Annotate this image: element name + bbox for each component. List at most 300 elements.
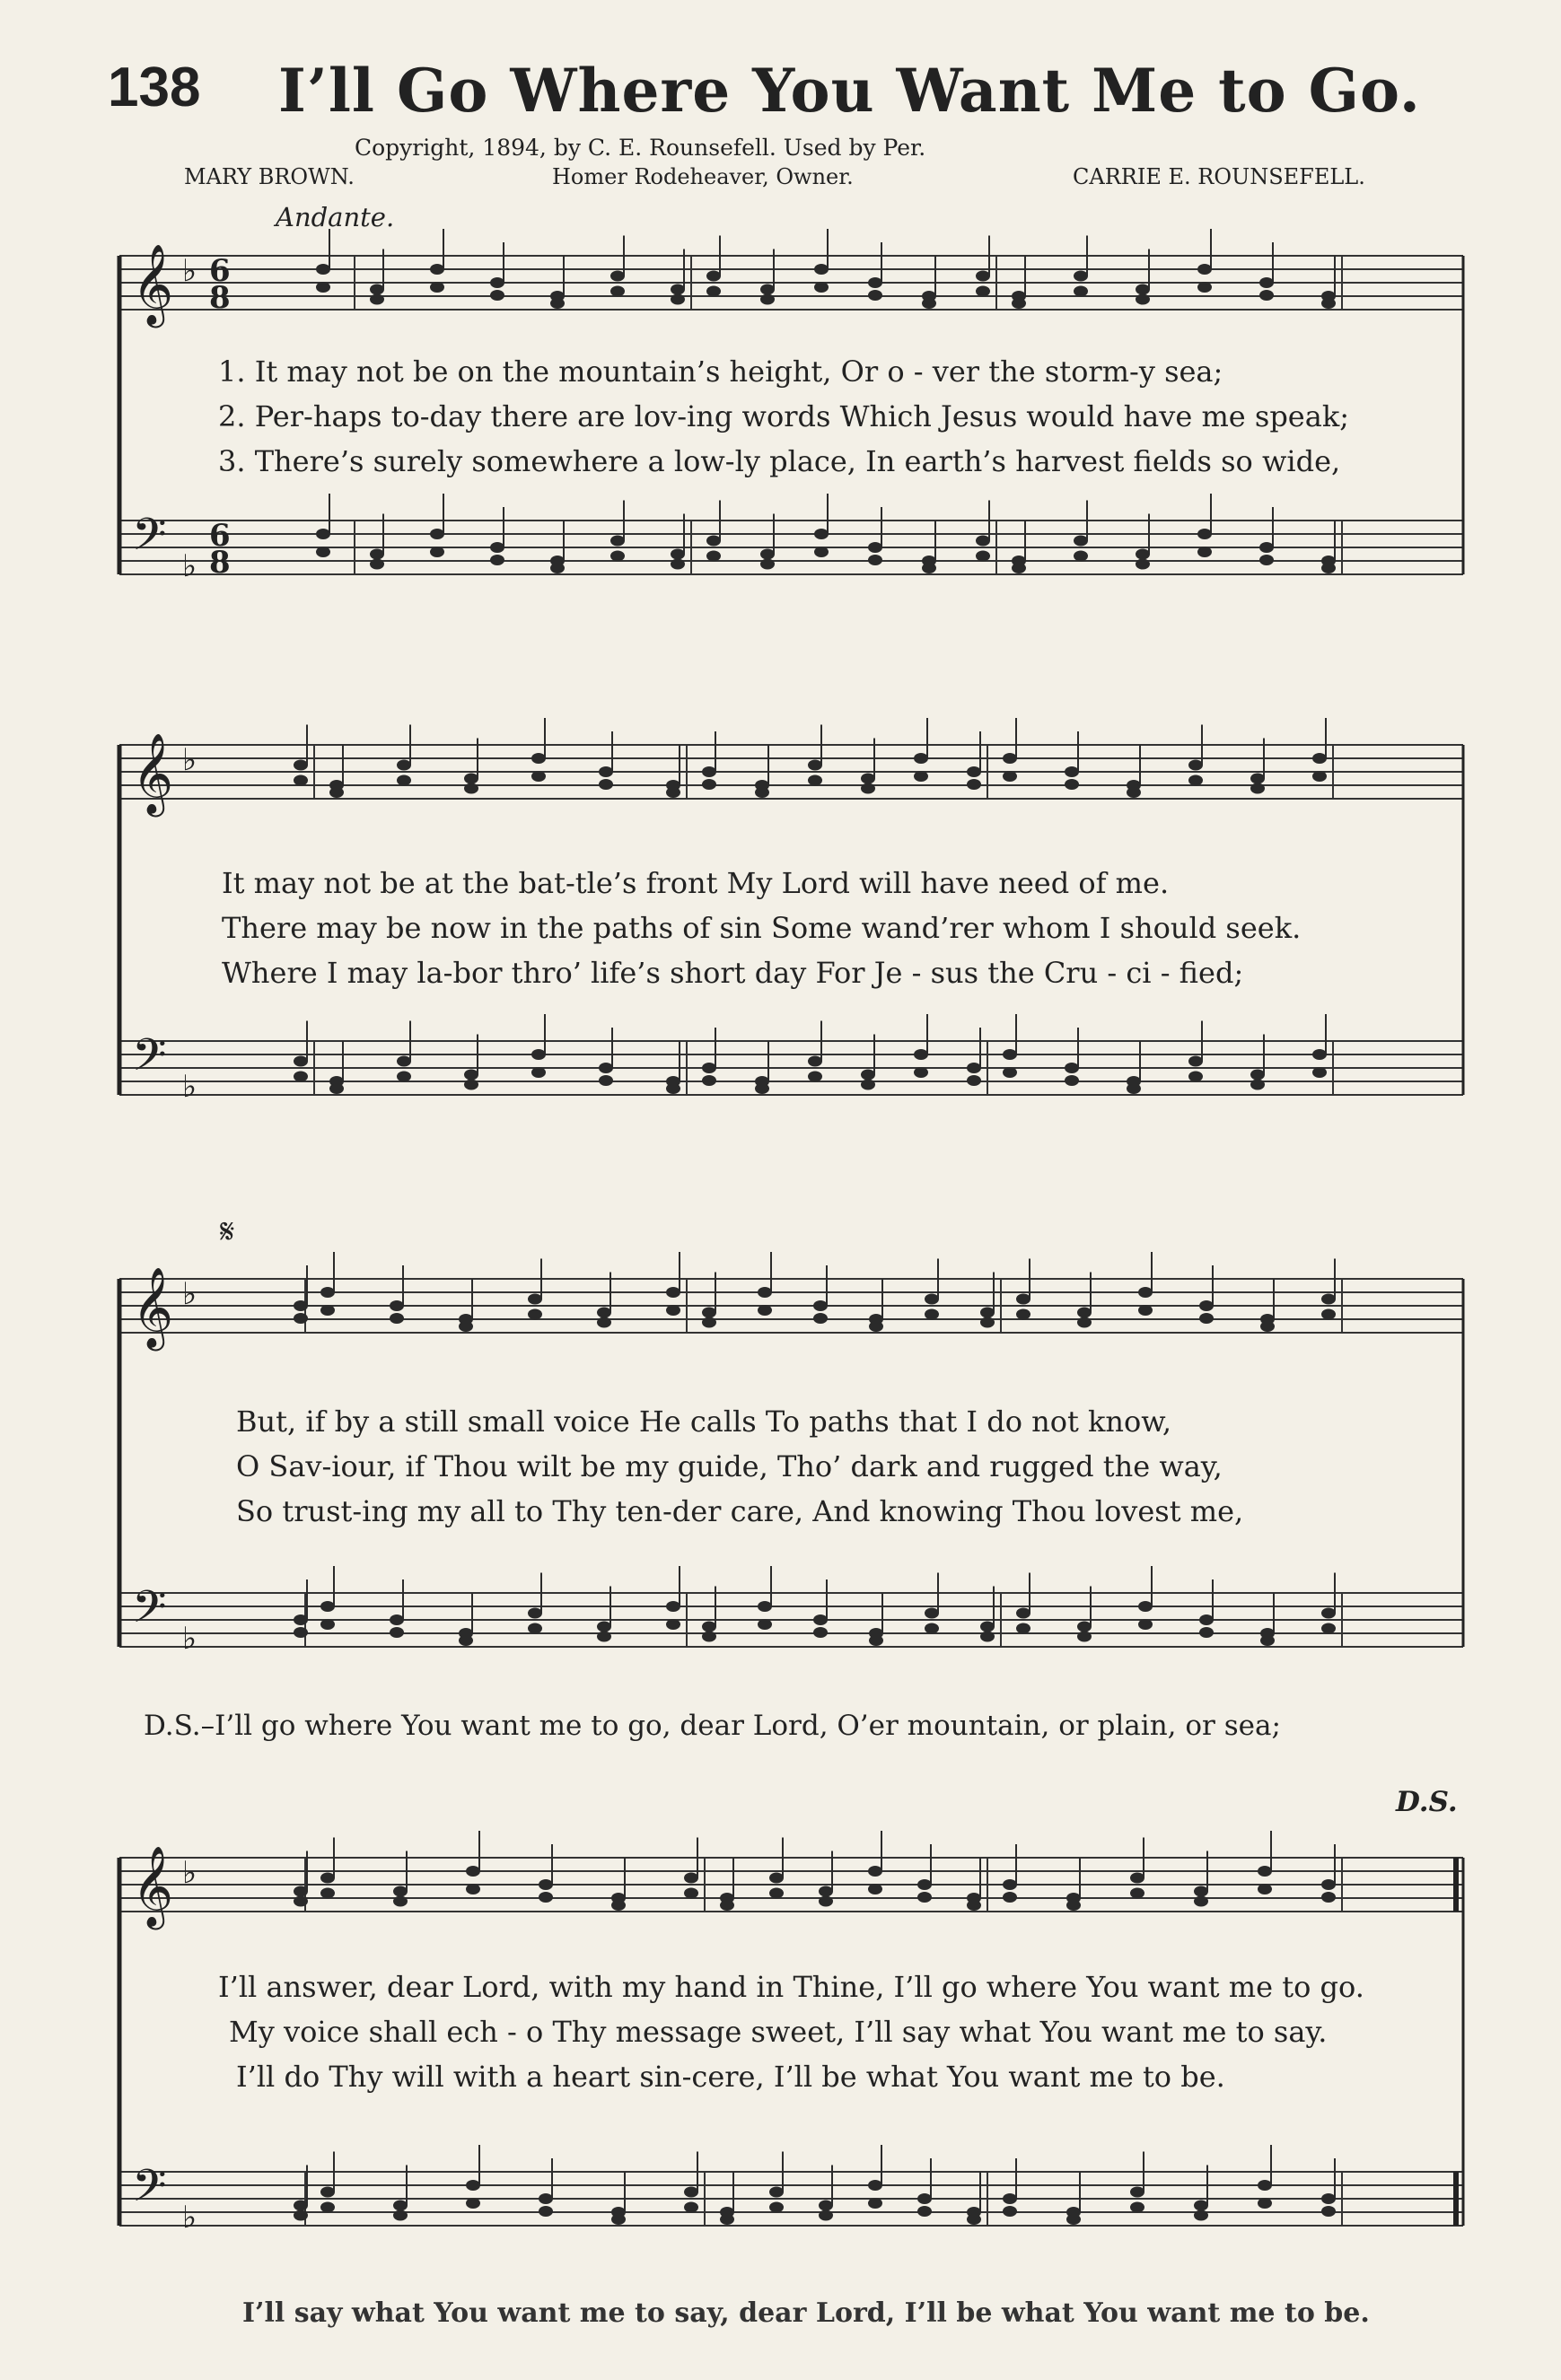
note-head [758,1305,772,1316]
note-head [430,264,444,275]
note-head [1077,1632,1092,1642]
note-head [702,1317,716,1328]
note-head [808,760,822,771]
note-head [1250,783,1265,794]
note-head [490,555,504,565]
note-head [459,1635,473,1646]
note-head [869,1321,883,1332]
note-head [294,1056,308,1067]
note-head [914,1067,928,1078]
note-head [1130,1873,1144,1884]
note-head [1065,1063,1079,1073]
note-head [390,1614,404,1625]
note-head [1250,1080,1265,1090]
note-head [1197,547,1212,557]
note-head [1074,286,1088,297]
note-head [868,2198,882,2209]
lyricist-credit: MARY BROWN. [184,164,355,189]
note-head [393,1886,408,1897]
note-head [1260,1635,1275,1646]
note-head [769,1888,784,1899]
note-head [1321,563,1336,573]
music-system-3 [112,1212,1468,1759]
note-head [390,1313,404,1324]
note-head [329,1083,344,1094]
note-head [684,2187,698,2198]
note-head [1321,2206,1336,2217]
note-head [1194,1896,1208,1907]
note-head [1138,1305,1153,1316]
note-head [1199,1300,1214,1311]
note-head [1321,298,1336,309]
note-head [539,1879,553,1890]
note-head [819,2210,833,2221]
note-head [1321,1623,1336,1634]
time-signature-digit: 6 [209,253,231,289]
note-head [370,284,384,295]
note-head [814,264,829,275]
note-head [610,286,625,297]
note-head [922,563,936,573]
note-head [294,1313,308,1324]
note-head [720,1900,734,1911]
note-head [1321,1892,1336,1903]
note-head [528,1309,542,1320]
treble-clef-icon: 𝄞 [132,1846,174,1927]
note-head [922,298,936,309]
note-head [861,1070,875,1081]
note-head [1074,536,1088,547]
note-head [671,559,685,570]
note-head [814,529,829,539]
note-head [466,2198,480,2209]
note-head [430,529,444,539]
staff-notation [112,224,1468,655]
note-head [1136,284,1150,295]
note-head [1138,1619,1153,1630]
note-head [814,547,829,557]
note-head [464,774,478,784]
note-head [1003,771,1017,782]
note-head [430,547,444,557]
note-head [466,1884,480,1894]
note-head [868,1884,882,1894]
note-head [1136,549,1150,560]
note-head [294,2210,308,2221]
note-head [1258,1884,1272,1894]
note-head [706,536,721,547]
note-head [1259,542,1274,553]
note-head [868,2180,882,2191]
note-head [1003,1892,1017,1903]
note-head [819,1886,833,1897]
note-head [925,1623,939,1634]
note-head [599,766,613,777]
music-system-2 [112,718,1468,1149]
note-head [597,1308,611,1318]
music-system-1 [112,224,1468,655]
flat-key-signature-icon: ♭ [182,548,197,584]
note-head [980,1632,995,1642]
note-head [1065,779,1079,790]
note-head [1077,1622,1092,1632]
note-head [671,294,685,305]
flat-key-signature-icon: ♭ [182,1069,197,1105]
ds-marking: D.S. [1396,1786,1458,1818]
note-head [1194,1886,1208,1897]
note-head [610,536,625,547]
note-head [869,1635,883,1646]
note-head [1312,1067,1327,1078]
note-head [294,1627,308,1638]
note-head [370,559,384,570]
note-head [294,2201,308,2211]
note-head [1077,1308,1092,1318]
note-head [1260,1321,1275,1332]
note-head [1258,2198,1272,2209]
note-head [1197,282,1212,293]
note-head [316,529,330,539]
copyright-notice: Copyright, 1894, by C. E. Rounsefell. Used by Per. [355,135,926,161]
note-head [393,1896,408,1907]
note-head [666,1305,680,1316]
note-head [706,286,721,297]
note-head [758,1287,772,1298]
note-head [320,1888,335,1899]
note-head [980,1317,995,1328]
note-head [539,1892,553,1903]
lyric-line-verse-3: 3. There’s surely somewhere a low-ly place, In earth’s harvest fields so wide, [218,444,1341,478]
note-head [370,549,384,560]
note-head [868,290,882,301]
note-head [1016,1623,1030,1634]
note-head [671,549,685,560]
note-head [459,1321,473,1332]
note-head [320,1873,335,1884]
treble-clef-icon: 𝄞 [132,1267,174,1348]
note-head [1199,1313,1214,1324]
note-head [666,1601,680,1612]
note-head [1188,760,1203,771]
note-head [390,1627,404,1638]
note-head [466,2180,480,2191]
note-head [814,282,829,293]
note-head [813,1313,828,1324]
note-head [868,277,882,288]
lyric-line-verse-3: Where I may la-bor thro’ life’s short day For Je - sus the Cru - ci - fied; [222,956,1244,990]
note-head [868,1866,882,1877]
bass-clef-icon: 𝄢 [132,1029,167,1092]
note-head [1003,2193,1017,2204]
note-head [320,1305,335,1316]
note-head [1127,1083,1141,1094]
note-head [1321,1309,1336,1320]
tempo-marking: Andante. [276,202,395,232]
note-head [294,775,308,786]
flat-key-signature-icon: ♭ [182,742,197,778]
note-head [702,1308,716,1318]
note-head [925,1608,939,1619]
note-head [684,1873,698,1884]
note-head [1012,563,1026,573]
note-head [1136,294,1150,305]
note-head [666,787,680,798]
note-head [397,760,411,771]
note-head [599,779,613,790]
note-head [1003,2206,1017,2217]
note-head [1321,1879,1336,1890]
note-head [1074,271,1088,282]
note-head [976,551,990,562]
note-head [1138,1601,1153,1612]
note-head [1197,264,1212,275]
note-head [813,1627,828,1638]
note-head [528,1608,542,1619]
time-signature-digit: 8 [209,280,231,316]
note-head [490,290,504,301]
note-head [702,1075,716,1086]
note-head [1130,2202,1144,2213]
note-head [706,271,721,282]
note-head [1312,753,1327,764]
note-head [599,1063,613,1073]
note-head [666,1619,680,1630]
note-head [1003,1049,1017,1060]
note-head [397,1072,411,1082]
note-head [808,775,822,786]
note-head [702,779,716,790]
note-head [1188,775,1203,786]
note-head [1258,2180,1272,2191]
note-head [316,282,330,293]
note-head [769,1873,784,1884]
music-system-4 [112,1786,1468,2279]
note-head [599,1075,613,1086]
note-head [702,1622,716,1632]
note-head [976,286,990,297]
note-head [320,1287,335,1298]
note-head [550,298,565,309]
note-head [819,2201,833,2211]
note-head [684,1888,698,1899]
lyric-line-verse-1: But, if by a still small voice He calls To paths that I do not know, [236,1404,1172,1439]
note-head [390,1300,404,1311]
note-head [1250,1070,1265,1081]
note-head [1188,1056,1203,1067]
note-head [808,1072,822,1082]
note-head [917,1892,932,1903]
note-head [1197,529,1212,539]
note-head [1321,1294,1336,1305]
note-head [539,2206,553,2217]
refrain-text: D.S.–I’ll go where You want me to go, dear Lord, O’er mountain, or plain, or sea; [144,1710,1281,1742]
note-head [329,787,344,798]
note-head [967,1063,981,1073]
note-head [1312,1049,1327,1060]
note-head [702,1063,716,1073]
note-head [597,1622,611,1632]
note-head [320,2187,335,2198]
hymn-title: I’ll Go Where You Want Me to Go. [278,56,1421,126]
note-head [1066,1900,1081,1911]
note-head [861,783,875,794]
note-head [684,2202,698,2213]
note-head [1003,1879,1017,1890]
note-head [760,284,775,295]
note-head [1066,2214,1081,2225]
note-head [316,264,330,275]
note-head [967,1900,981,1911]
note-head [393,2201,408,2211]
note-head [914,753,928,764]
bass-clef-icon: 𝄢 [132,2160,167,2223]
note-head [294,1614,308,1625]
lyric-line-verse-1: It may not be at the bat-tle’s front My Lord will have need of me. [222,866,1170,900]
note-head [531,771,546,782]
note-head [1003,753,1017,764]
note-head [1012,298,1026,309]
note-head [1312,771,1327,782]
note-head [528,1294,542,1305]
time-signature-digit: 6 [209,518,231,554]
note-head [760,549,775,560]
note-head [370,294,384,305]
note-head [1016,1309,1030,1320]
note-head [294,1072,308,1082]
note-head [393,2210,408,2221]
bass-clef-icon: 𝄢 [132,1581,167,1644]
treble-clef-icon: 𝄞 [132,733,174,814]
note-head [490,542,504,553]
note-head [808,1056,822,1067]
lyric-line-verse-2: There may be now in the paths of sin Some wand’rer whom I should seek. [222,911,1302,945]
note-head [1065,766,1079,777]
note-head [861,774,875,784]
lyric-line-verse-3: I’ll do Thy will with a heart sin-cere, I’ll be what You want me to be. [236,2060,1225,2094]
note-head [755,787,769,798]
note-head [464,783,478,794]
note-head [1259,277,1274,288]
note-head [967,2214,981,2225]
note-head [1250,774,1265,784]
note-head [1194,2210,1208,2221]
segno-sign: 𝄋 [220,1212,235,1251]
note-head [1188,1072,1203,1082]
note-head [758,1601,772,1612]
flat-key-signature-icon: ♭ [182,253,197,289]
note-head [531,753,546,764]
note-head [967,1075,981,1086]
note-head [397,775,411,786]
note-head [702,1632,716,1642]
note-head [769,2187,784,2198]
note-head [1138,1287,1153,1298]
staff-notation [112,1221,1468,1669]
note-head [1259,290,1274,301]
note-head [1074,551,1088,562]
note-head [464,1070,478,1081]
note-head [531,1067,546,1078]
note-head [597,1632,611,1642]
note-head [813,1614,828,1625]
note-head [611,1900,626,1911]
note-head [666,1287,680,1298]
lyric-line-verse-2: My voice shall ech - o Thy message sweet, I’ll say what You want me to say. [229,2015,1328,2049]
note-head [755,1083,769,1094]
note-head [464,1080,478,1090]
note-head [610,271,625,282]
hymn-number: 138 [108,57,201,118]
note-head [671,284,685,295]
note-head [967,766,981,777]
note-head [769,2202,784,2213]
note-head [611,2214,626,2225]
note-head [666,1083,680,1094]
note-head [1199,1627,1214,1638]
note-head [925,1294,939,1305]
time-signature-digit: 8 [209,545,231,581]
note-head [1016,1294,1030,1305]
note-head [1258,1866,1272,1877]
note-head [430,282,444,293]
note-head [320,2202,335,2213]
note-head [528,1623,542,1634]
note-head [720,2214,734,2225]
lyric-line-verse-3: So trust-ing my all to Thy ten-der care, And knowing Thou lovest me, [236,1494,1244,1528]
note-head [1321,1608,1336,1619]
flat-key-signature-icon: ♭ [182,2200,197,2236]
note-head [917,2193,932,2204]
note-head [868,542,882,553]
note-head [914,771,928,782]
lyric-line-verse-1: I’ll answer, dear Lord, with my hand in Thine, I’ll go where You want me to go. [218,1970,1364,2004]
flat-key-signature-icon: ♭ [182,1855,197,1891]
note-head [316,547,330,557]
flat-key-signature-icon: ♭ [182,1621,197,1657]
note-head [610,551,625,562]
note-head [706,551,721,562]
note-head [1130,2187,1144,2198]
note-head [1259,555,1274,565]
note-head [294,1300,308,1311]
note-head [980,1622,995,1632]
note-head [702,766,716,777]
note-head [967,779,981,790]
note-head [1065,1075,1079,1086]
flat-key-signature-icon: ♭ [182,1276,197,1312]
composer-credit: CARRIE E. ROUNSEFELL. [1073,164,1365,189]
note-head [925,1309,939,1320]
note-head [976,271,990,282]
note-head [760,294,775,305]
note-head [294,1896,308,1907]
note-head [1194,2201,1208,2211]
note-head [819,1896,833,1907]
note-head [550,563,565,573]
lyric-line-verse-2: O Sav-iour, if Thou wilt be my guide, Tho’ dark and rugged the way, [236,1449,1223,1483]
note-head [760,559,775,570]
treble-clef-icon: 𝄞 [132,244,174,325]
note-head [490,277,504,288]
footer-refrain-line: I’ll say what You want me to say, dear Lord, I’ll be what You want me to be. [242,2297,1370,2329]
note-head [1003,1067,1017,1078]
note-head [294,760,308,771]
note-head [917,2206,932,2217]
note-head [758,1619,772,1630]
note-head [1199,1614,1214,1625]
note-head [980,1308,995,1318]
note-head [868,555,882,565]
